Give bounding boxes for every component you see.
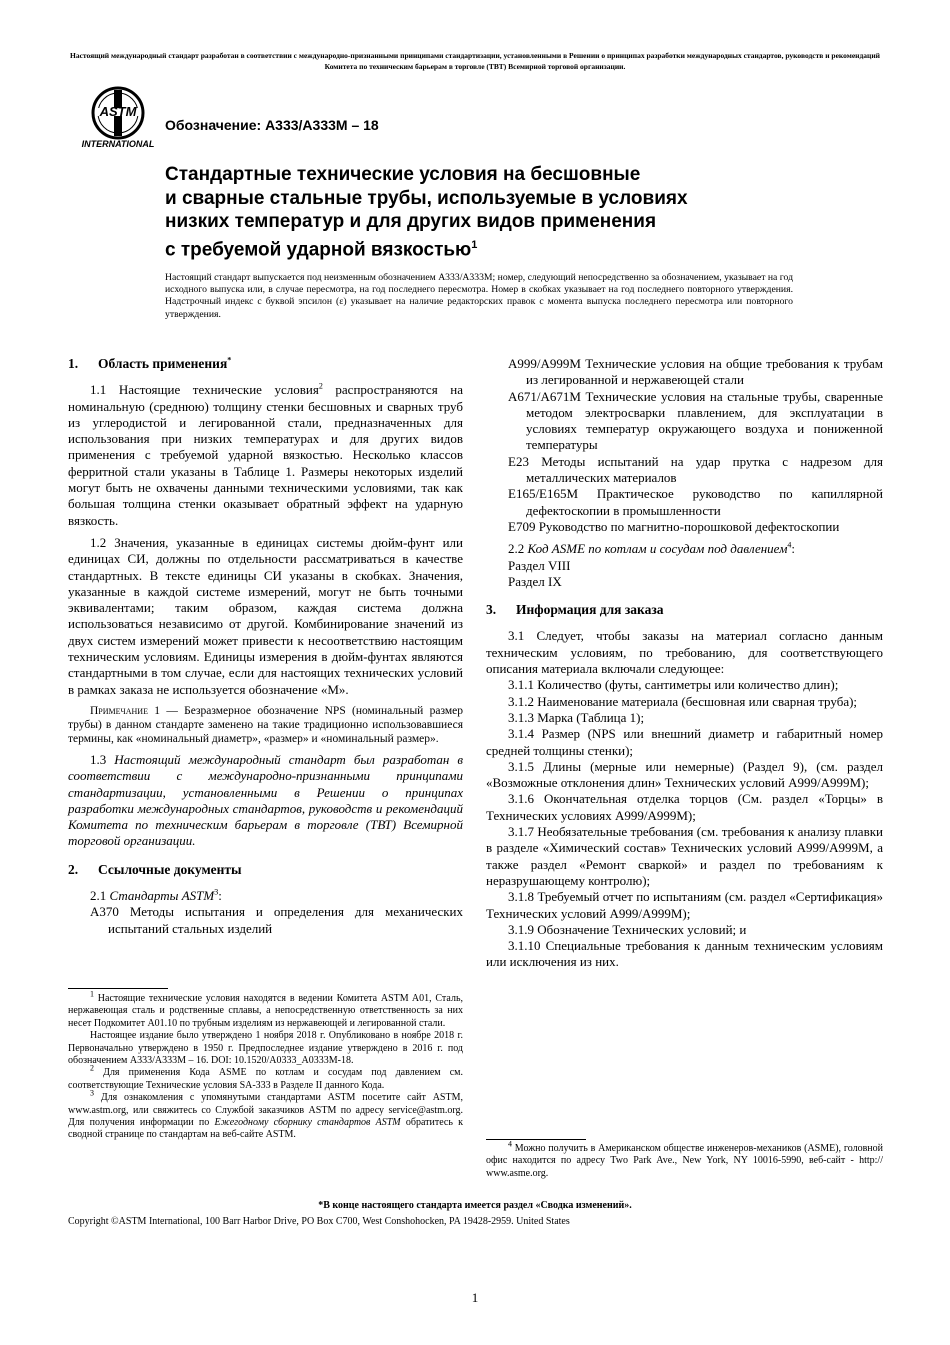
para-3-1-6: 3.1.6 Окончательная отделка торцов (См. раздел «Торцы» в Технических условиях A999/A999M);	[486, 791, 883, 823]
ref-e23: E23 Методы испытаний на удар прутка с надрезом для металлических материалов	[508, 453, 883, 486]
para-3-1-4: 3.1.4 Размер (NPS или внешний диаметр и габаритный номер средней толщины стенки);	[486, 726, 883, 758]
ref-a999: A999/A999M Технические условия на общие требования к трубам из легированной и нержавеющей стали	[508, 356, 883, 388]
para-3-1-3: 3.1.3 Марка (Таблица 1);	[508, 709, 645, 725]
para-1-3: 1.3 Настоящий международный стандарт был разработан в соответствии с международно-признанными принципами стандартизации, установленными в Решении о принципах разработки международных стандартов, руководств и рекомендаций Комитета по техническим барьерам в торговле (ТВТ) Всемирной торговой организации.	[68, 751, 464, 849]
designation: Обозначение: A333/A333M – 18	[165, 117, 379, 133]
footnote-1-edition: Настоящее издание было утверждено 1 ноября 2018 г. Опубликовано в ноябре 2018 г. Первоначально утверждено в 1950 г. Предпоследнее издание утверждено в 2016 г. под обозначением A333/A333M – 16. DOI: 10.1520/A0333_A0333M-18.	[68, 1030, 463, 1067]
footnote-1: $^1$ Настоящие технические условия находятся в ведении Комитета ASTM A01, Сталь, нержавеющая сталь и родственные сплавы, а непосредственную ответственность за них несет Подкомитет A01.10 по трубным изделиям из нержавеющей и легированной стали.	[68, 989, 463, 1029]
para-3-1-9: 3.1.9 Обозначение Технических условий; и	[508, 921, 747, 937]
title-line: и сварные стальные трубы, используемые в условиях	[165, 187, 688, 209]
footnotes-left	[68, 989, 464, 1142]
para-3-1-7: 3.1.7 Необязательные требования (см. требования к анализу плавки в разделе «Химический состав» Технических условий A999/A999M, а также раздел «Ремонт сваркой» и раздел по требованиям к неразрушающему контролю);	[486, 824, 883, 888]
para-1-1: 1.1 Настоящие технические условия$^2$ распространяются на номинальную (среднюю) толщину стенки бесшовных и сварных труб из углеродистой и легированной стали, предназначенных для использования при низких температурах и для других видов применения с требуемой ударной вязкостью. Несколько классов ферритной стали указаны в Таблице 1. Размеры некоторых изделий могут быть не охвачены данными техническими условиями, так как большая толщина стенки оказывает обратный эффект на ударную вязкость.	[68, 381, 463, 528]
para-3-1-8: 3.1.8 Требуемый отчет по испытаниям (см. раздел «Сертификация» Технических условий A999/A999M);	[486, 889, 883, 921]
section-3-heading: 3. Информация для заказа	[486, 602, 664, 618]
subsection-2-2: 2.2 Код ASME по котлам и сосудам под давлением$^4$:	[508, 540, 796, 557]
para-3-1: 3.1 Следует, чтобы заказы на материал согласно данным техническим условиям, по требованию, для соответствующего описания материала включали следующее:	[486, 628, 883, 677]
standard-intro: Настоящий стандарт выпускается под неизменным обозначением A333/A333M; номер, следующий непосредственно за обозначением, указывает на год исходного выпуска или, в случае пересмотра, на год последнего пересмотра. Номер в скобках указывает на год последнего повторного утверждения. Надстрочный индекс с буквой эпсилон (ε) указывает на наличие редакторских правок с момента выпуска последнего пересмотра или повторного утверждения.	[165, 272, 793, 320]
trade-notice: Настоящий международный стандарт разработан в соответствии с международно-признанными принципами стандартизации, установленными в Решении о принципах разработки международных стандартов, руководств и рекомендаций Комитета по техническим барьерам в торговле (ТВТ) Всемирной торговой организации.	[69, 51, 881, 71]
logo-wordmark: ASTM	[99, 104, 137, 119]
ref-e709: E709 Руководство по магнитно-порошковой дефектоскопии	[508, 518, 840, 534]
footnotes-right	[486, 1139, 883, 1180]
copyright: Copyright ©ASTM International, 100 Barr Harbor Drive, PO Box C700, West Conshohocken, PA 19428-2959. United States	[68, 1216, 570, 1227]
logo-subtitle: INTERNATIONAL	[81, 139, 155, 149]
ref-a671: A671/A671M Технические условия на стальные трубы, сваренные методом электросварки плавлением, для эксплуатации в условиях температур окружающего воздуха и пониженной температуры	[508, 388, 883, 453]
footnote-rule	[486, 1139, 586, 1140]
footnote-2: $^2$ Для применения Кода ASME по котлам и сосудам под давлением см. соответствующие Технические условия SA-333 в Разделе II данного Кода.	[68, 1064, 463, 1091]
asme-section-ix: Раздел IX	[508, 573, 562, 589]
footnote-rule	[68, 988, 168, 989]
ref-a370: A370 Методы испытания и определения для механических испытаний стальных изделий	[90, 904, 463, 936]
title-line: Стандартные технические условия на бесшовные	[165, 164, 641, 185]
document-title	[165, 163, 805, 261]
footnote-3: $^3$ Для ознакомления с упомянутыми стандартами ASTM посетите сайт ASTM, www.astm.org, или свяжитесь со Службой заказчиков ASTM по адресу service@astm.org. Для получения информации по Ежегодному сборнику стандартов ASTM обратитесь к сводной странице по стандартам на веб-сайте ASTM.	[68, 1088, 464, 1141]
summary-of-changes-note: *В конце настоящего стандарта имеется раздел «Сводка изменений».	[318, 1200, 632, 1211]
ref-e165: E165/E165M Практическое руководство по капиллярной дефектоскопии в промышленности	[508, 486, 883, 518]
title-line: низких температур и для других видов применения	[165, 211, 657, 232]
page-number: 1	[471, 1290, 479, 1305]
title-footnote-mark: 1	[471, 238, 478, 251]
para-3-1-5: 3.1.5 Длины (мерные или немерные) (Раздел 9), (см. раздел «Возможные отклонения длин» Технических условий A999/A999M);	[486, 758, 883, 791]
note-1: Примечание 1 — Безразмерное обозначение NPS (номинальный размер трубы) в данном стандарте заменено на такие традиционно использовавшиеся термины, как «номинальный диаметр», «размер» и «номинальный размер».	[68, 704, 464, 745]
subsection-2-1: 2.1 Стандарты ASTM$^3$:	[90, 887, 222, 904]
para-1-2: 1.2 Значения, указанные в единицах системы дюйм-фунт или единицах СИ, должны по отдельности рассматриваться в качестве стандартных. В тексте единицы СИ указаны в скобках. Значения, указанные в каждой системе измерений, могут не быть точными эквивалентами; таким образом, каждая система должна использоваться независимо от другой. Комбинирование значений из двух систем измерений может привести к несоответствию настоящим техническим условиям. Единицы измерения в дюйм-фунтах являются стандартными в том случае, если для настоящих технических условий в рамках заказа не используется обозначение «M».	[68, 534, 463, 697]
right-column	[486, 356, 883, 971]
para-3-1-2: 3.1.2 Наименование материала (бесшовная или сварная труба);	[508, 693, 858, 709]
para-3-1-10: 3.1.10 Специальные требования к данным техническим условиям или исключения из них.	[486, 938, 883, 970]
section-1-heading: 1. Область применения*	[68, 355, 232, 371]
asme-section-viii: Раздел VIII	[508, 557, 571, 573]
para-3-1-1: 3.1.1 Количество (футы, сантиметры или количество длин);	[508, 677, 839, 693]
left-column	[68, 356, 463, 937]
section-2-heading: 2. Ссылочные документы	[68, 861, 242, 877]
footnote-4: $^4$ Можно получить в Американском обществе инженеров-механиков (ASME), головной офис находится по адресу Two Park Ave., New York, NY 10016-5990, веб-сайт - http:// www.asme.org.	[486, 1139, 883, 1179]
title-line: с требуемой ударной вязкостью$^1$	[165, 238, 478, 260]
